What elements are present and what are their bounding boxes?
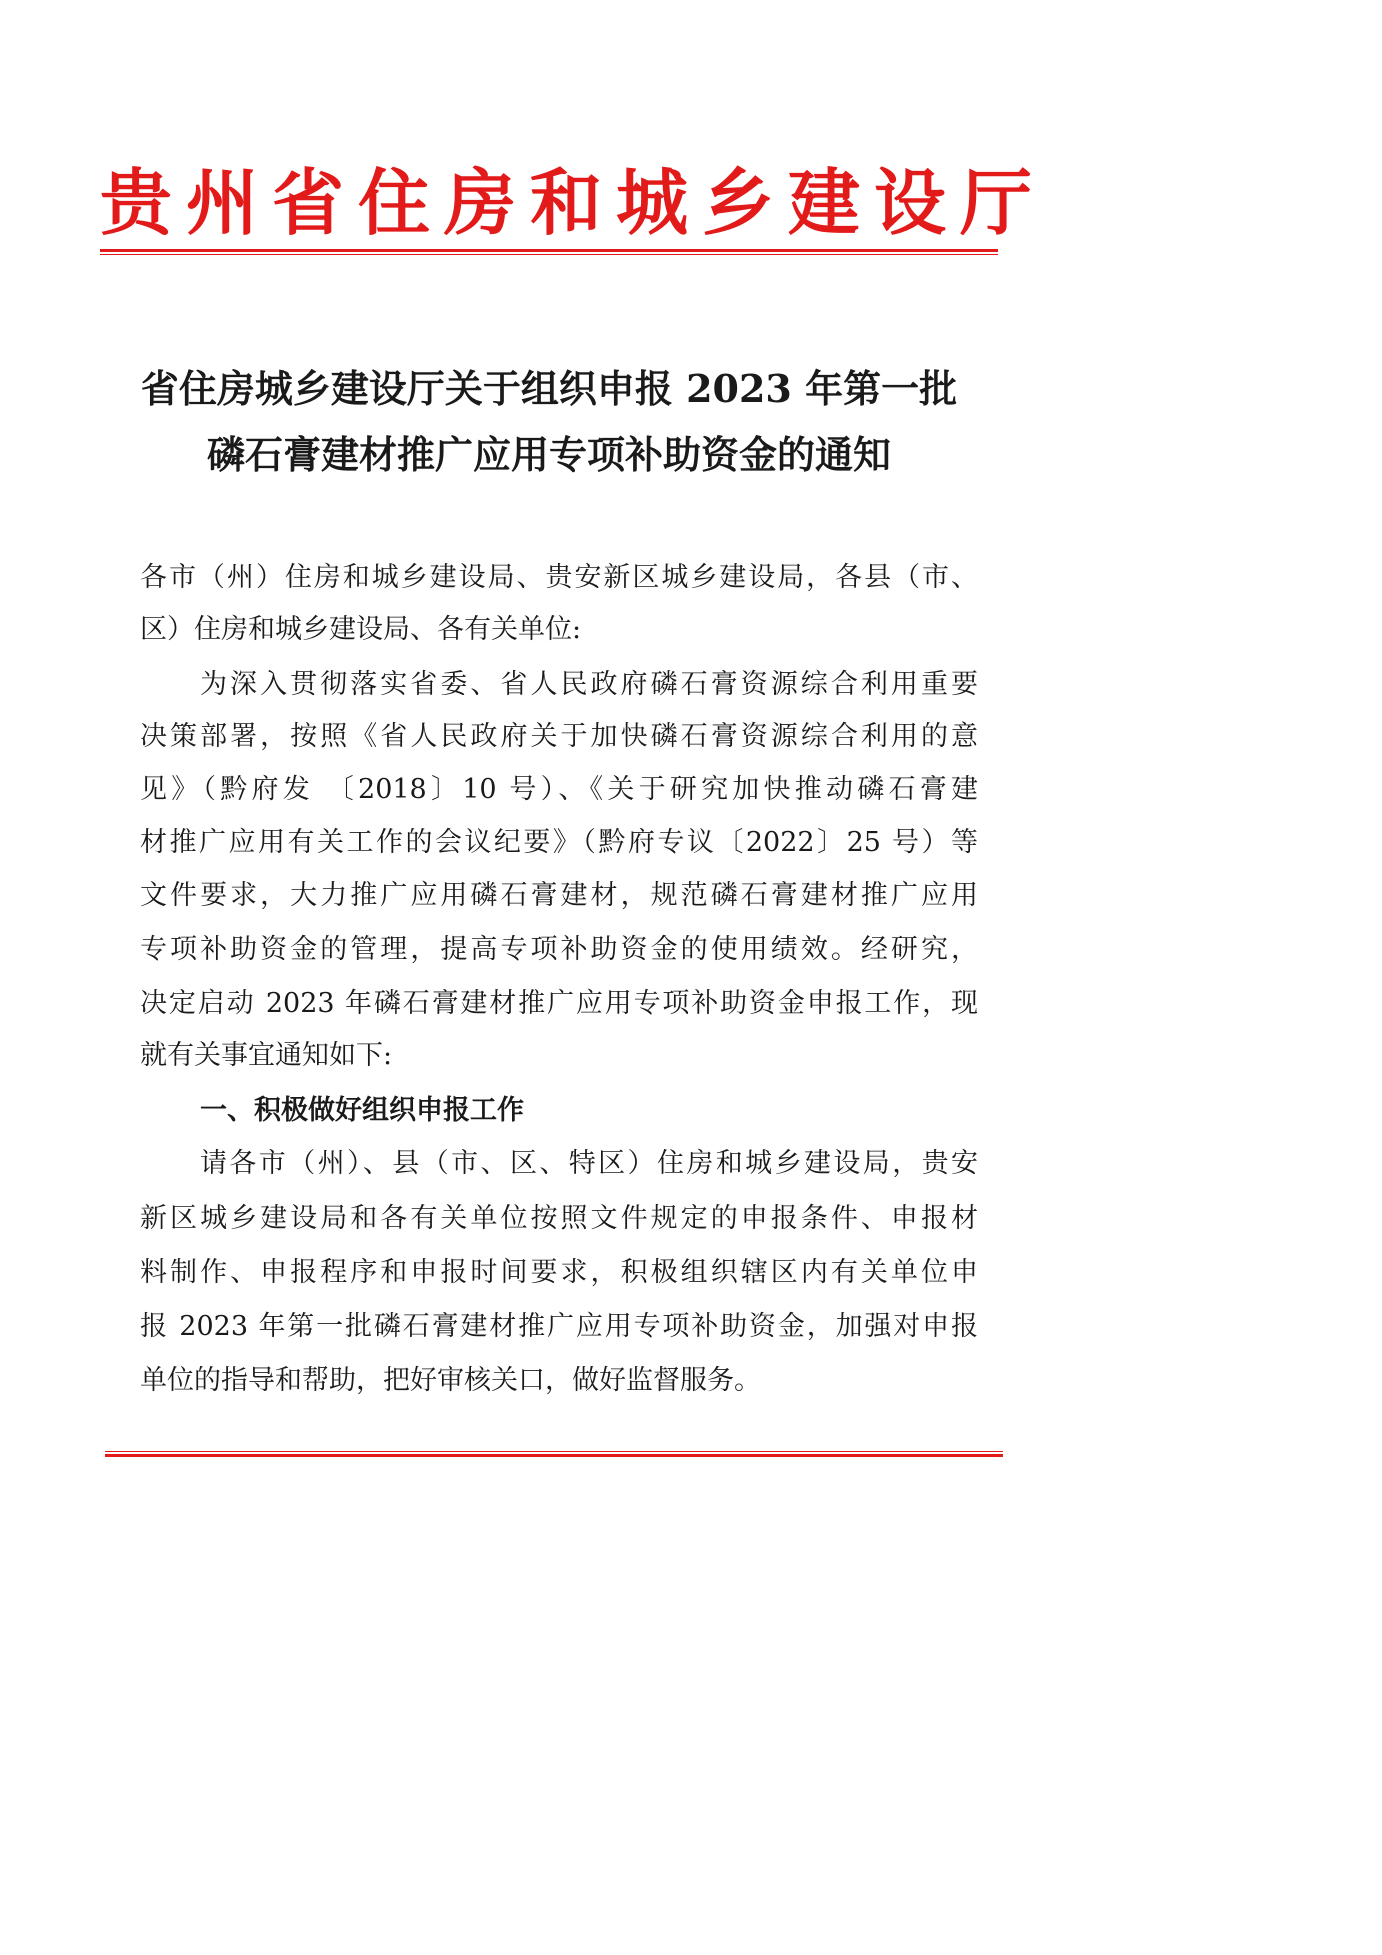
body-text-line: 报 2023 年第一批磷石膏建材推广应用专项补助资金，加强对申报 xyxy=(140,1311,978,1342)
document-title-line-2: 磷石膏建材推广应用专项补助资金的通知 xyxy=(206,432,891,477)
addressee-line: 各市（州）住房和城乡建设局、贵安新区城乡建设局，各县（市、 xyxy=(140,562,978,593)
masthead-divider xyxy=(100,249,998,255)
addressee-line: 区）住房和城乡建设局、各有关单位: xyxy=(140,614,582,645)
section-heading: 一、积极做好组织申报工作 xyxy=(200,1095,524,1126)
body-text-line: 决定启动 2023 年磷石膏建材推广应用专项补助资金申报工作，现 xyxy=(140,988,978,1019)
masthead-org-name: 贵州省住房和城乡建设厅 xyxy=(100,160,1047,245)
body-text-line: 单位的指导和帮助，把好审核关口，做好监督服务。 xyxy=(140,1365,761,1396)
body-text-line: 料制作、申报程序和申报时间要求，积极组织辖区内有关单位申 xyxy=(140,1257,978,1288)
body-text-line: 文件要求，大力推广应用磷石膏建材，规范磷石膏建材推广应用 xyxy=(140,880,978,911)
body-text-line: 专项补助资金的管理，提高专项补助资金的使用绩效。经研究， xyxy=(140,934,978,965)
body-text-line: 为深入贯彻落实省委、省人民政府磷石膏资源综合利用重要 xyxy=(200,669,978,700)
body-text-line: 决策部署，按照《省人民政府关于加快磷石膏资源综合利用的意 xyxy=(140,721,978,752)
body-text-line: 见》（黔府发 〔2018〕10 号）、《关于研究加快推动磷石膏建 xyxy=(140,774,978,805)
body-text-line: 材推广应用有关工作的会议纪要》（黔府专议〔2022〕25 号）等 xyxy=(140,827,978,858)
body-text-line: 新区城乡建设局和各有关单位按照文件规定的申报条件、申报材 xyxy=(140,1203,978,1234)
body-text-line: 就有关事宜通知如下: xyxy=(140,1040,393,1071)
document-title-line-1: 省住房城乡建设厅关于组织申报 2023 年第一批 xyxy=(140,366,958,411)
page-footer-divider xyxy=(105,1451,1003,1457)
body-text-line: 请各市（州）、县（市、区、特区）住房和城乡建设局，贵安 xyxy=(200,1148,978,1179)
